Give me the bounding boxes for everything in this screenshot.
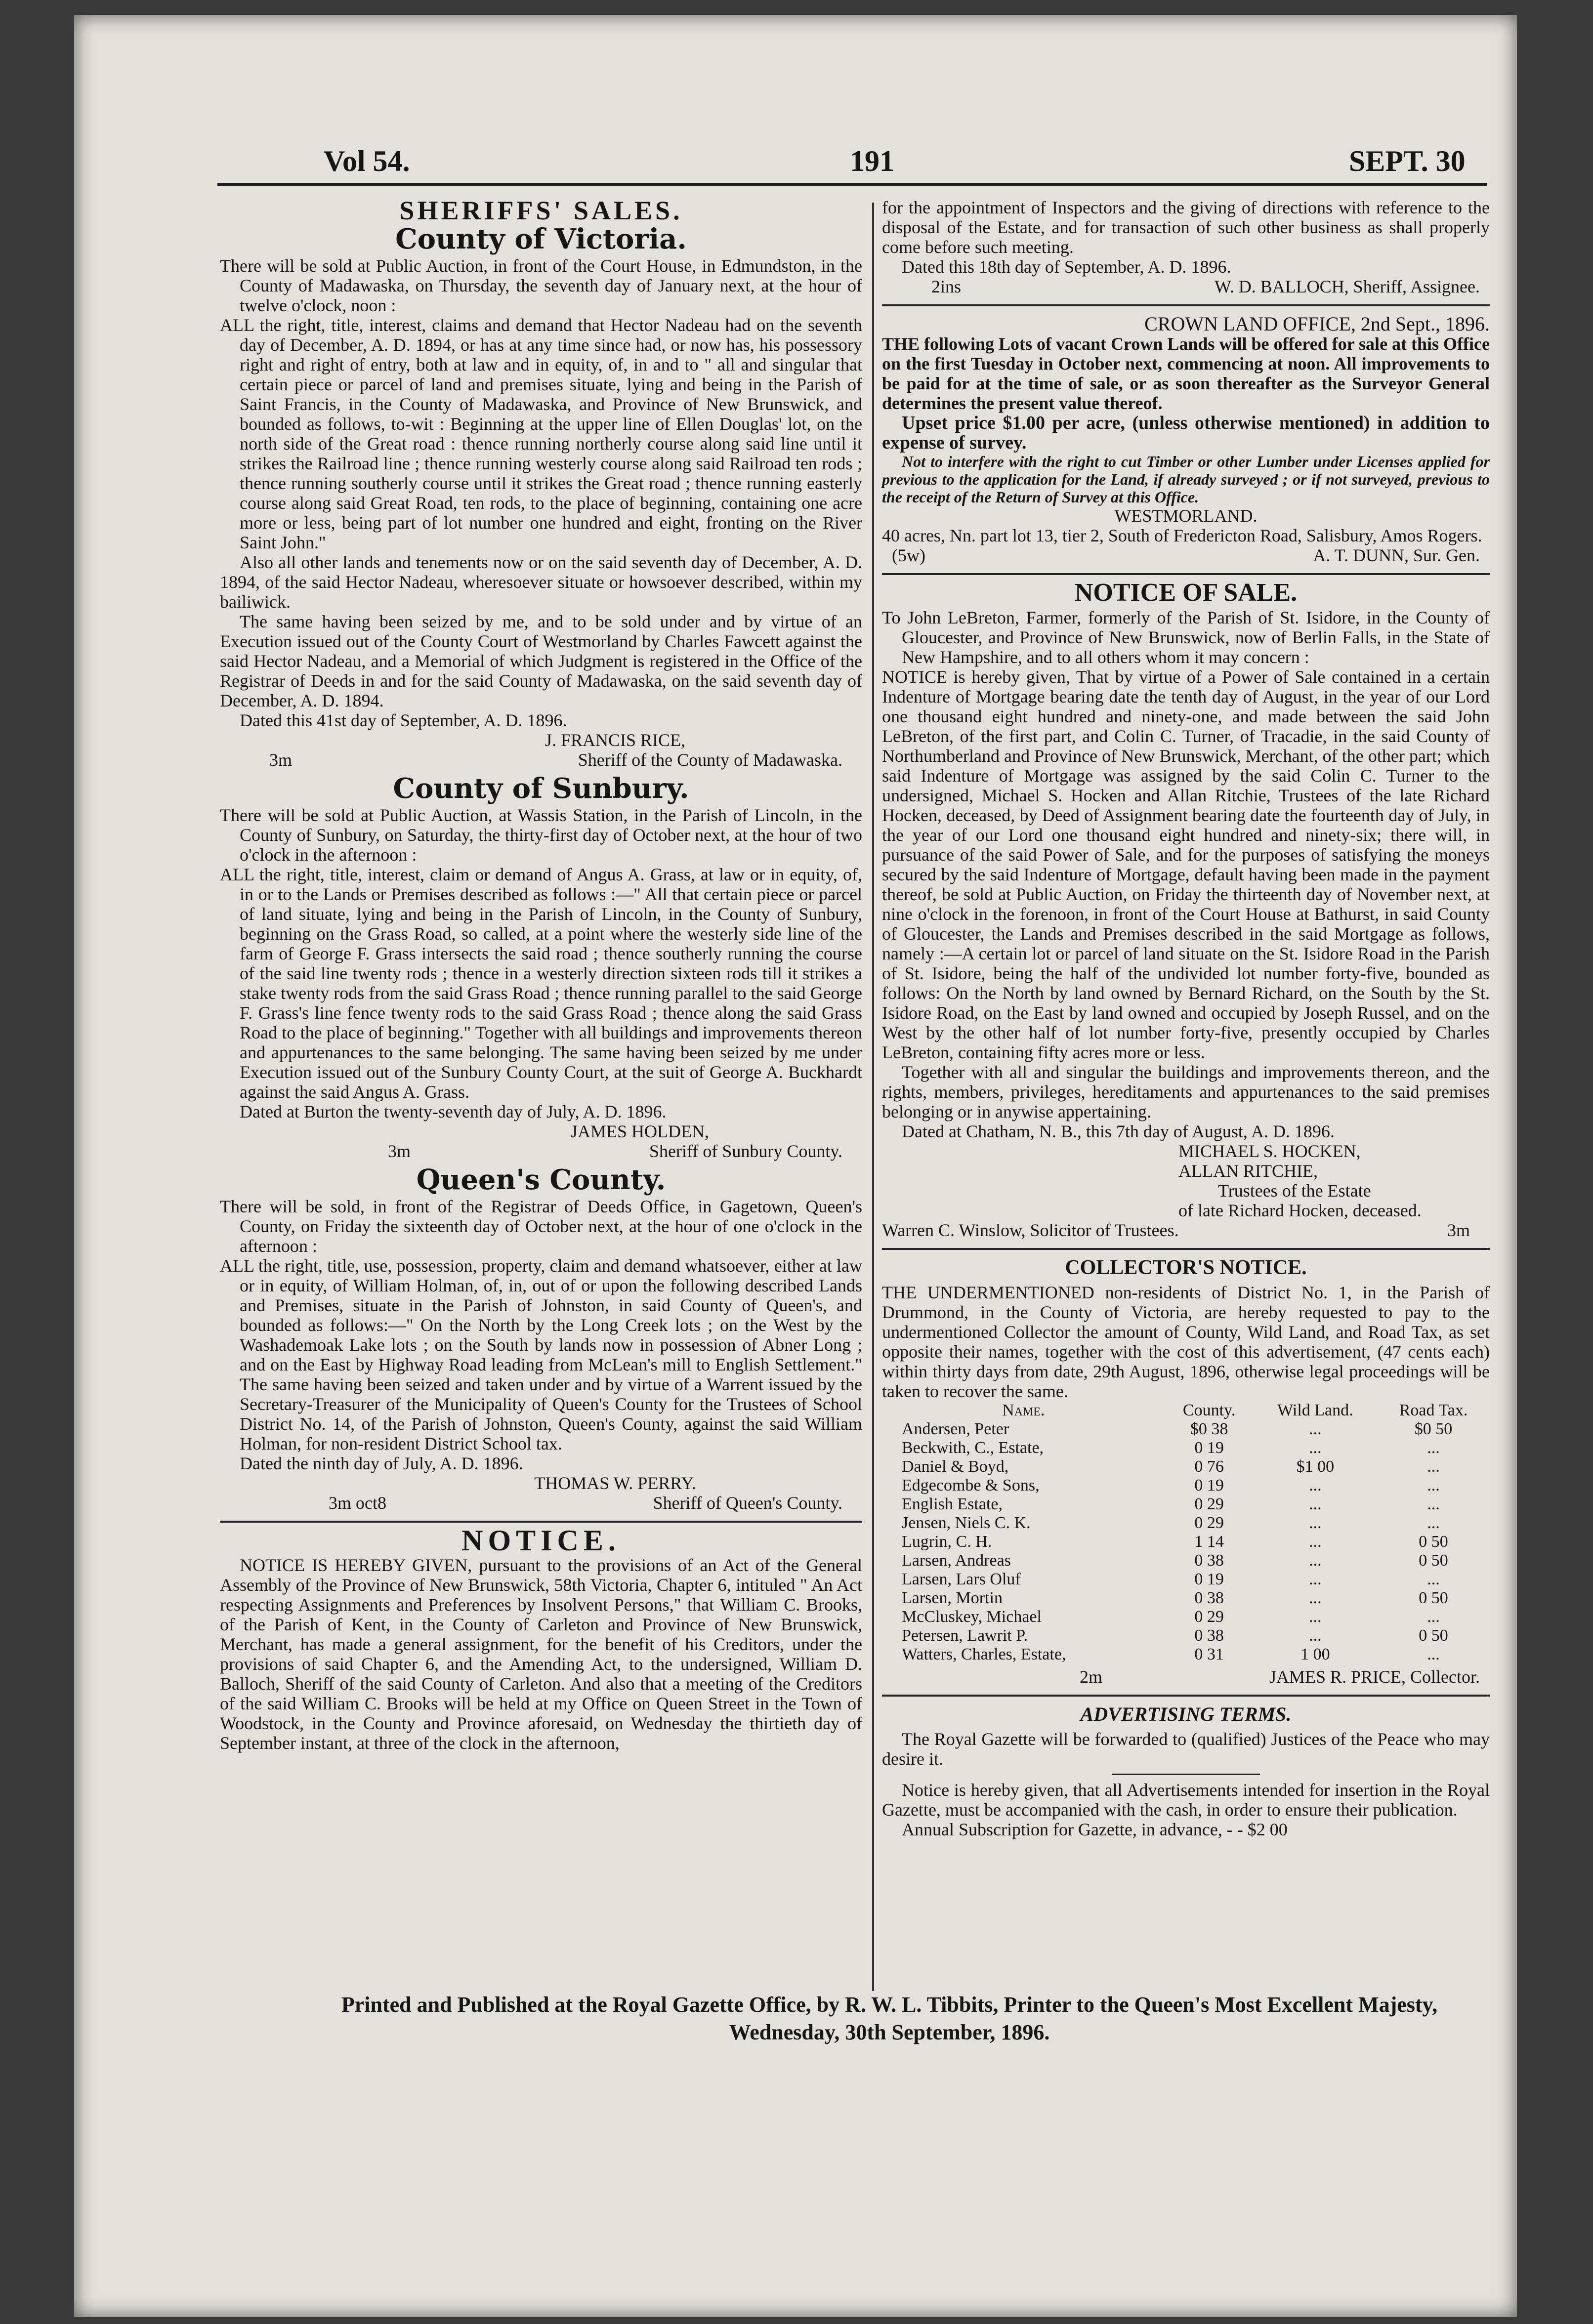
tax-row [882, 1570, 1490, 1589]
sunbury-sig-title: Sheriff of Sunbury County. [649, 1141, 842, 1161]
collector-sig [882, 1664, 1490, 1687]
notice-cont-body: for the appointment of Inspectors and the giving of directions with reference to the disposal of the Estate, and for transaction of such other business as shall properly come before such meeting. [882, 198, 1490, 257]
crown-italic: Not to interfere with the right to cut Timber or other Lumber under Licenses applied for previous to the application for the Land, if already surveyed ; or if not surveyed, previous to the receipt of the Return of Survey at this Office. [882, 453, 1490, 506]
left-column [220, 198, 862, 1753]
victoria-intro: There will be sold at Public Auction, in front of the Court House, in Edmundston, in the County of Madawaska, on Thursday, the seventh day of January next, at the hour of twelve o'clock, noon : [220, 256, 862, 315]
tax-cell-name: Beckwith, C., Estate, [902, 1439, 1044, 1457]
victoria-sig-row [220, 750, 862, 770]
tax-cell-wild: ... [1309, 1551, 1322, 1570]
tax-cell-wild: $1 00 [1296, 1457, 1335, 1476]
tax-cell-county: 0 29 [1194, 1514, 1224, 1532]
tax-cell-wild: ... [1309, 1589, 1322, 1607]
footer-line1: Printed and Published at the Royal Gazette Office, by R. W. L. Tibbits, Printer to the Queen's Most Excellent Majesty, [341, 1992, 1438, 2017]
collector-sig-name: JAMES R. PRICE, Collector. [1269, 1667, 1480, 1687]
tax-cell-county: 0 38 [1194, 1551, 1224, 1570]
tax-row [882, 1589, 1490, 1608]
collector-body: THE UNDERMENTIONED non-residents of District No. 1, in the Parish of Drummond, in the County of Victoria, are hereby requested to pay to the undermentioned Collector the amount of County, Wild Land, and Road Tax, as set opposite their names, together with the cost of this advertisement, (47 cents each) within thirty days from date, 29th August, 1896, otherwise legal proceedings will be taken to recover the same. [882, 1283, 1490, 1401]
page-number: 191 [850, 145, 894, 177]
tax-cell-wild: 1 00 [1300, 1645, 1330, 1663]
tax-cell-county: 0 29 [1194, 1608, 1224, 1626]
crown-dateline: CROWN LAND OFFICE, 2nd Sept., 1896. [1144, 313, 1490, 335]
victoria-heading: County of Victoria. [395, 223, 687, 255]
sale-sig2: ALLAN RITCHIE, [1178, 1161, 1318, 1181]
tax-cell-county: 0 38 [1194, 1626, 1224, 1645]
tax-cell-county: 0 19 [1194, 1439, 1224, 1457]
tax-cell-county: 0 76 [1194, 1457, 1224, 1476]
tax-cell-road: 0 50 [1419, 1551, 1448, 1570]
crown-sig [882, 545, 1490, 565]
queens-sig-title: Sheriff of Queen's County. [653, 1493, 842, 1513]
tax-cell-wild: ... [1309, 1495, 1322, 1513]
crown-sig-name: A. T. DUNN, Sur. Gen. [1313, 545, 1480, 565]
advertising-short-rule [1112, 1774, 1260, 1775]
tax-cell-county: 0 38 [1194, 1589, 1224, 1607]
tax-header-row [882, 1401, 1490, 1420]
sunbury-intro: There will be sold at Public Auction, at Wassis Station, in the Parish of Lincoln, in the County of Sunbury, on Saturday, the thirty-first day of October next, at the hour of two o'clock in the afternoon : [220, 805, 862, 865]
sale-rule [882, 573, 1490, 575]
notice-heading: NOTICE. [461, 1524, 621, 1557]
sunbury-body: ALL the right, title, interest, claim or demand of Angus A. Grass, at law or in equity, of, in or to the Lands or Premises described as follows :—" All that certain piece or parcel of land situate, lying and being in the Parish of Lincoln, in the County of Sunbury, beginning on the Grass Road, so called, at a point where the westerly side line of the farm of George F. Grass intersects the said road ; thence southerly running the course of the said line twenty rods ; thence in a westerly direction sixteen rods till it strikes a stake twenty rods from the said Grass Road ; thence running parallel to the said George F. Grass's line fence twenty rods to the said Grass Road ; thence along the said Grass Road to the place of beginning." Together with all buildings and improvements thereon and appurtenances to the same belonging. The same having been seized by me under Execution issued out of the Sunbury County Court, at the suit of George A. Buckhardt against the said Angus A. Grass. [220, 865, 862, 1102]
advertising-heading: ADVERTISING TERMS. [1080, 1703, 1292, 1725]
tax-cell-road: ... [1427, 1514, 1440, 1532]
sale-heading: NOTICE OF SALE. [1074, 579, 1298, 607]
sale-sig-code: 3m [1447, 1220, 1470, 1240]
sale-sig3: Trustees of the Estate [1218, 1181, 1371, 1201]
volume-label: Vol 54. [324, 145, 410, 177]
tax-cell-name: Daniel & Boyd, [902, 1457, 1009, 1476]
tax-col-road: Road Tax. [1399, 1401, 1468, 1419]
tax-cell-name: Lugrin, C. H. [902, 1533, 992, 1551]
tax-cell-wild: ... [1309, 1533, 1322, 1551]
tax-cell-road: ... [1427, 1439, 1440, 1457]
collector-sig-code: 2m [1080, 1667, 1103, 1687]
sunbury-sig-row [220, 1141, 862, 1161]
issue-date: SEPT. 30 [1349, 145, 1466, 177]
victoria-sig-code: 3m [269, 750, 293, 770]
tax-cell-wild: ... [1309, 1420, 1322, 1438]
tax-cell-name: English Estate, [902, 1495, 1003, 1513]
collector-heading: COLLECTOR'S NOTICE. [1065, 1256, 1307, 1279]
tax-cell-county: 0 19 [1194, 1476, 1224, 1494]
tax-row [882, 1551, 1490, 1570]
tax-cell-name: Larsen, Lars Oluf [902, 1570, 1021, 1588]
crown-rule [882, 304, 1490, 306]
sale-solicitor-row [882, 1220, 1490, 1240]
sale-p2: Together with all and singular the buildings and improvements thereon, and the rights, members, privileges, hereditaments and appurtenances to the said premises belonging or in anywise appertaining. [882, 1062, 1490, 1121]
crown-upset: Upset price $1.00 per acre, (unless otherwise mentioned) in addition to expense of survey. [882, 413, 1490, 453]
right-column [882, 198, 1490, 1839]
tax-cell-road: ... [1427, 1570, 1440, 1588]
sale-solicitor: Warren C. Winslow, Solicitor of Trustees. [882, 1220, 1179, 1240]
crown-body: THE following Lots of vacant Crown Lands will be offered for sale at this Office on the first Tuesday in October next, commencing at noon. All improvements to be paid for at the time of sale, or as soon thereafter as the Surveyor General determines the present value thereof. [882, 334, 1490, 413]
victoria-body: ALL the right, title, interest, claims and demand that Hector Nadeau had on the seventh day of December, A. D. 1894, or has at any time since had, or now has, his possessory right and right of entry, both at law and in equity, of, in and to " all and singular that certain piece or parcel of land and premises situate, lying and being in the Parish of Saint Francis, in the County of Madawaska, and Province of New Brunswick, and bounded as follows, to-wit : Beginning at the upper line of Ellen Douglas' lot, on the north side of the Great road : thence running northerly course along said line until it strikes the Railroad line ; thence running westerly course along said Railroad ten rods ; thence running southerly course until it strikes the Great road ; thence running easterly course along said Great Road, ten rods, to the place of beginning, containing one acre more or less, being part of lot number one hundred and eight, fronting on the River Saint John." [220, 315, 862, 552]
advertising-p2: Notice is hereby given, that all Advertisements intended for insertion in the Royal Gazette, must be accompanied with the cash, in order to ensure their publication. [882, 1780, 1490, 1820]
sale-body: NOTICE is hereby given, That by virtue of a Power of Sale contained in a certain Indenture of Mortgage bearing date the tenth day of August, in the year of our Lord one thousand eight hundred and ninety-one, and made between the said John LeBreton, of the first part, and Colin C. Turner, of Tracadie, in the said County of Northumberland and Province of New Brunswick, Merchant, of the other part; which said Indenture of Mortgage was assigned by the said Colin C. Turner to the undersigned, Michael S. Hocken and Allan Ritchie, Trustees of the late Richard Hocken, deceased, by Deed of Assignment bearing date the fourteenth day of July, in the year of our Lord one thousand eight hundred and ninety-six; there will, in pursuance of the said Power of Sale, and for the purposes of satisfying the moneys secured by the said Indenture of Mortgage, default having been made in the payment thereof, be sold at Public Auction, on Friday the thirteenth day of November next, at nine o'clock in the forenoon, in front of the Court House at Bathurst, in said County of Gloucester, the Lands and Premises described in the said Mortgage as follows, namely :—A certain lot or parcel of land situate on the St. Isidore Road in the Parish of St. Isidore, being the half of the undivided lot number forty-five, bounded as follows: On the North by land owned by Bernard Richard, on the South by the St. Isidore Road, on the East by land owned and occupied by Joseph Russel, and on the West by the other half of lot number forty-five, presently occupied by Charles LeBreton, containing fifty acres more or less. [882, 667, 1490, 1062]
tax-cell-road: ... [1427, 1476, 1440, 1494]
notice-cont-sig-name: W. D. BALLOCH, Sheriff, Assignee. [1215, 277, 1480, 296]
page-footer [321, 1991, 1458, 2046]
queens-body: ALL the right, title, use, possession, property, claim and demand whatsoever, either at law or in equity, of William Holman, of, in, out of or upon the following described Lands and Premises, situate in the Parish of Johnston, in said County of Queen's, and bounded as follows:—" On the North by the Long Creek lots ; on the West by the Washademoak Lake lots ; on the South by lands now in possession of Abner Long ; and on the East by Highway Road leading from McLean's mill to English Settlement." The same having been seized and taken under and by virtue of a Warrent issued by the Secretary-Treasurer of the Municipality of Queen's County for the Trustees of School District No. 14, of the Parish of Johnston, Queen's County, against the said William Holman, for non-resident District School tax. [220, 1256, 862, 1453]
page-header [212, 144, 1497, 189]
notice-cont-sig [882, 277, 1490, 296]
tax-cell-road: 0 50 [1419, 1589, 1448, 1607]
victoria-p2: Also all other lands and tenements now or on the said seventh day of December, A. D. 1894, of the said Hector Nadeau, wheresoever situate or howsoever described, within my bailiwick. [220, 552, 862, 612]
victoria-p3: The same having been seized by me, and to be sold under and by virtue of an Execution issued out of the County Court of Westmorland by Charles Fawcett against the said Hector Nadeau, and a Memorial of which Judgment is registered in the Office of the Registrar of Deeds in and for the said County of Madawaska, on the said seventh day of December, A. D. 1894. [220, 612, 862, 710]
tax-cell-name: Edgecombe & Sons, [902, 1476, 1040, 1494]
tax-row [882, 1626, 1490, 1645]
tax-cell-road: ... [1427, 1495, 1440, 1513]
tax-row [882, 1420, 1490, 1439]
crown-sig-code: (5w) [892, 545, 925, 565]
tax-cell-road: ... [1427, 1457, 1440, 1476]
advertising-subscription: Annual Subscription for Gazette, in advance, - - $2 00 [902, 1820, 1288, 1839]
tax-cell-name: Jensen, Niels C. K. [902, 1514, 1031, 1532]
queens-sig-row [220, 1493, 862, 1513]
tax-table [882, 1401, 1490, 1664]
notice-cont-dated: Dated this 18th day of September, A. D. 1896. [902, 257, 1231, 277]
sunbury-dated: Dated at Burton the twenty-seventh day of July, A. D. 1896. [240, 1102, 667, 1121]
tax-row [882, 1608, 1490, 1626]
tax-row [882, 1645, 1490, 1664]
tax-cell-name: Watters, Charles, Estate, [902, 1645, 1066, 1663]
tax-cell-county: 1 14 [1194, 1533, 1224, 1551]
sunbury-sig-name: JAMES HOLDEN, [570, 1121, 709, 1141]
victoria-sig-name: J. FRANCIS RICE, [545, 730, 686, 750]
tax-body [882, 1420, 1490, 1664]
queens-sig-code: 3m oct8 [329, 1493, 386, 1513]
tax-cell-name: Andersen, Peter [902, 1420, 1009, 1438]
notice-cont-sig-code: 2ins [931, 277, 962, 296]
queens-dated: Dated the ninth day of July, A. D. 1896. [240, 1453, 523, 1473]
tax-cell-county: 0 19 [1194, 1570, 1224, 1588]
tax-cell-name: Larsen, Mortin [902, 1589, 1003, 1607]
crown-lot: 40 acres, Nn. part lot 13, tier 2, South of Fredericton Road, Salisbury, Amos Rogers. [882, 526, 1482, 545]
victoria-sig-title: Sheriff of the County of Madawaska. [578, 750, 842, 770]
collector-rule [882, 1248, 1490, 1250]
section-title: SHERIFFS' SALES. [399, 196, 683, 225]
tax-cell-wild: ... [1309, 1439, 1322, 1457]
notice-body: NOTICE IS HEREBY GIVEN, pursuant to the provisions of an Act of the General Assembly of the Province of New Brunswick, 58th Victoria, Chapter 6, intituled " An Act respecting Assignments and Preferences by Insolvent Persons," that William C. Brooks, of the Parish of Kent, in the County of Carleton and Province of New Brunswick, Merchant, has made a general assignment, for the benefit of his Creditors, under the provisions of said Chapter 6, and the Amending Act, to the undersigned, William D. Balloch, Sheriff of the said County of Carleton. And also that a meeting of the Creditors of the said William C. Brooks will be held at my Office on Queen Street in the Town of Woodstock, in the County and Province aforesaid, on Wednesday the thirtieth day of September instant, at three of the clock in the afternoon, [220, 1555, 862, 1753]
crown-county: WESTMORLAND. [1114, 506, 1258, 526]
tax-cell-name: McCluskey, Michael [902, 1608, 1042, 1626]
sale-address: To John LeBreton, Farmer, formerly of the Parish of St. Isidore, in the County of Gloucester, and Province of New Brunswick, now of Berlin Falls, in the State of New Hampshire, and to all others whom it may concern : [882, 608, 1490, 667]
sale-sig1: MICHAEL S. HOCKEN, [1178, 1141, 1361, 1161]
tax-row [882, 1439, 1490, 1457]
advertising-p1: The Royal Gazette will be forwarded to (qualified) Justices of the Peace who may desire it. [882, 1729, 1490, 1769]
advertising-rule [882, 1695, 1490, 1697]
tax-cell-road: $0 50 [1414, 1420, 1453, 1438]
tax-row [882, 1476, 1490, 1495]
column-divider [872, 203, 874, 1991]
tax-cell-road: 0 50 [1419, 1626, 1448, 1645]
queens-heading: Queen's County. [416, 1163, 666, 1196]
tax-row [882, 1533, 1490, 1551]
tax-row [882, 1514, 1490, 1533]
sunbury-heading: County of Sunbury. [393, 772, 689, 805]
tax-cell-name: Petersen, Lawrit P. [902, 1626, 1028, 1645]
tax-cell-wild: ... [1309, 1476, 1322, 1494]
sale-sig4: of late Richard Hocken, deceased. [1178, 1201, 1422, 1220]
tax-cell-name: Larsen, Andreas [902, 1551, 1011, 1570]
tax-row [882, 1495, 1490, 1514]
queens-sig-name: THOMAS W. PERRY. [534, 1473, 696, 1493]
tax-cell-wild: ... [1309, 1608, 1322, 1626]
tax-col-wild: Wild Land. [1277, 1401, 1353, 1419]
tax-cell-road: ... [1427, 1645, 1440, 1663]
tax-cell-county: 0 31 [1194, 1645, 1224, 1663]
sunbury-sig-code: 3m [388, 1141, 411, 1161]
tax-cell-county: $0 38 [1190, 1420, 1228, 1438]
tax-cell-road: 0 50 [1419, 1533, 1448, 1551]
tax-cell-wild: ... [1309, 1570, 1322, 1588]
victoria-dated: Dated this 41st day of September, A. D. 1896. [240, 710, 567, 730]
header-rule [217, 183, 1487, 186]
tax-row [882, 1457, 1490, 1476]
notice-rule [220, 1521, 862, 1523]
tax-cell-road: ... [1427, 1608, 1440, 1626]
footer-line2: Wednesday, 30th September, 1896. [729, 2020, 1050, 2044]
gazette-page [74, 15, 1517, 2317]
tax-col-county: County. [1182, 1401, 1236, 1419]
tax-cell-county: 0 29 [1194, 1495, 1224, 1513]
sale-dated: Dated at Chatham, N. B., this 7th day of August, A. D. 1896. [902, 1121, 1335, 1141]
queens-intro: There will be sold, in front of the Registrar of Deeds Office, in Gagetown, Queen's County, on Friday the sixteenth day of October next, at the hour of one o'clock in the afternoon : [220, 1197, 862, 1256]
tax-cell-wild: ... [1309, 1626, 1322, 1645]
tax-col-name: Name. [1002, 1401, 1045, 1419]
tax-cell-wild: ... [1309, 1514, 1322, 1532]
